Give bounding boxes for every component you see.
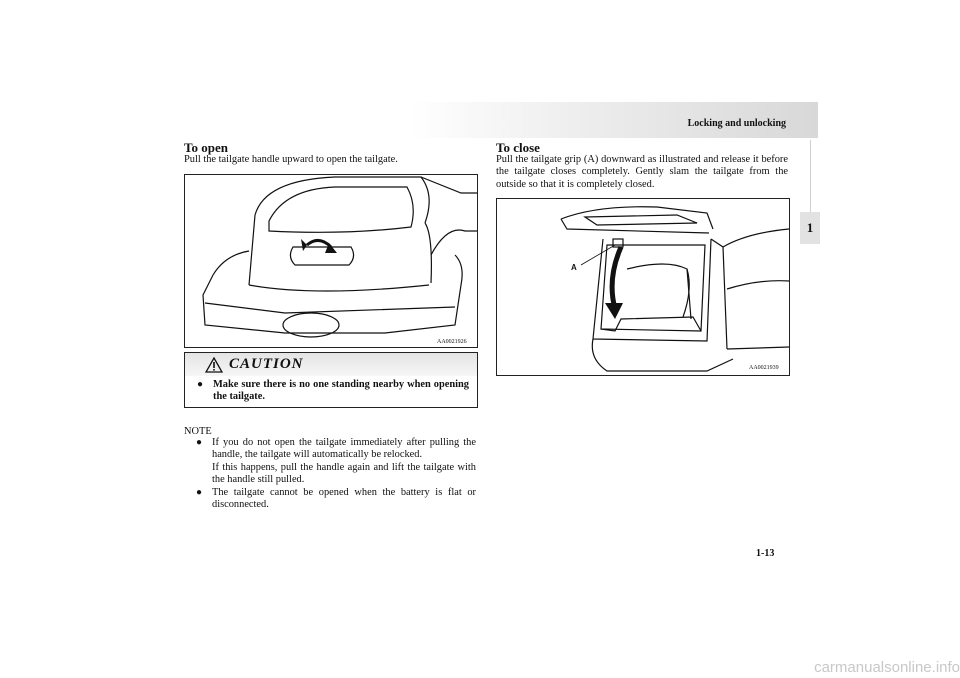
to-open-text: Pull the tailgate handle upward to open the tailgate. xyxy=(184,154,398,165)
warning-triangle-icon xyxy=(205,357,223,373)
tailgate-close-illustration xyxy=(497,199,789,375)
tailgate-close-figure xyxy=(496,198,790,376)
label-a: A xyxy=(571,263,577,272)
caution-box xyxy=(184,352,478,408)
page-number: 1-13 xyxy=(756,548,775,559)
to-open-heading: To open xyxy=(184,140,228,155)
caution-text: Make sure there is no one standing nearby when opening the tailgate. xyxy=(213,379,469,403)
chapter-tab-line xyxy=(810,140,811,212)
figure-code-close: AA0021939 xyxy=(749,365,779,371)
to-close-text: Pull the tailgate grip (A) downward as illustrated and release it before the tailgate closes completely. Gently slam the tailgate from the outside so that it is completely closed. xyxy=(496,154,788,190)
page-header-title: Locking and unlocking xyxy=(687,118,786,129)
note-item-1: If you do not open the tailgate immediately after pulling the handle, the tailgate will automatically be relocked. xyxy=(212,437,476,461)
caution-bullet: ● xyxy=(197,379,204,390)
caution-header xyxy=(185,353,477,376)
chapter-tab: 1 xyxy=(800,212,820,244)
note-item-1-continued: If this happens, pull the handle again and lift the tailgate with the handle still pulled. xyxy=(212,462,476,486)
watermark: carmanualsonline.info xyxy=(814,659,960,676)
to-close-heading: To close xyxy=(496,140,540,155)
note-label: NOTE xyxy=(184,426,212,437)
note-item-2: The tailgate cannot be opened when the battery is flat or disconnected. xyxy=(212,487,476,511)
note-bullet-1: ● xyxy=(196,437,203,448)
figure-code-open: AA0021926 xyxy=(437,339,467,345)
tailgate-open-figure xyxy=(184,174,478,348)
tailgate-open-illustration xyxy=(185,175,477,347)
note-bullet-2: ● xyxy=(196,487,203,498)
caution-title: CAUTION xyxy=(229,356,304,372)
